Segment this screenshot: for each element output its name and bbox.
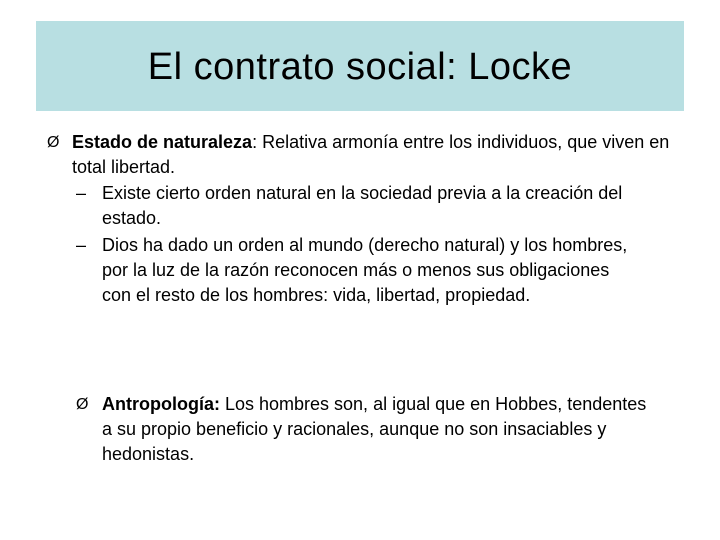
bullet-antropologia bbox=[102, 392, 647, 467]
bullet-text: : Relativa armonía entre los individuos, que viven en total libertad. bbox=[72, 132, 670, 177]
bullet-heading: Antropología: bbox=[102, 394, 220, 414]
bullet-text: Los hombres son, al igual que en Hobbes, tendentes a su propio beneficio y racionales, aunque no son insaciables y hedonistas. bbox=[102, 394, 647, 464]
bullet-heading: Estado de naturaleza bbox=[72, 132, 253, 152]
dash-bullet-icon: – bbox=[76, 235, 87, 255]
bullet-estado-naturaleza bbox=[72, 130, 672, 180]
slide-title: El contrato social: Locke bbox=[147, 45, 573, 88]
arrow-bullet-icon: Ø bbox=[76, 396, 89, 413]
title-bar bbox=[36, 21, 684, 111]
arrow-bullet-icon: Ø bbox=[47, 134, 60, 151]
subitem-orden-natural: Existe cierto orden natural en la sociedad previa a la creación del estado. bbox=[102, 183, 623, 228]
subitem-derecho-natural: Dios ha dado un orden al mundo (derecho natural) y los hombres, por la luz de la razón reconocen más o menos sus obligaciones con el resto de los hombres: vida, libertad, propiedad. bbox=[102, 235, 628, 305]
dash-bullet-icon: – bbox=[76, 183, 87, 203]
